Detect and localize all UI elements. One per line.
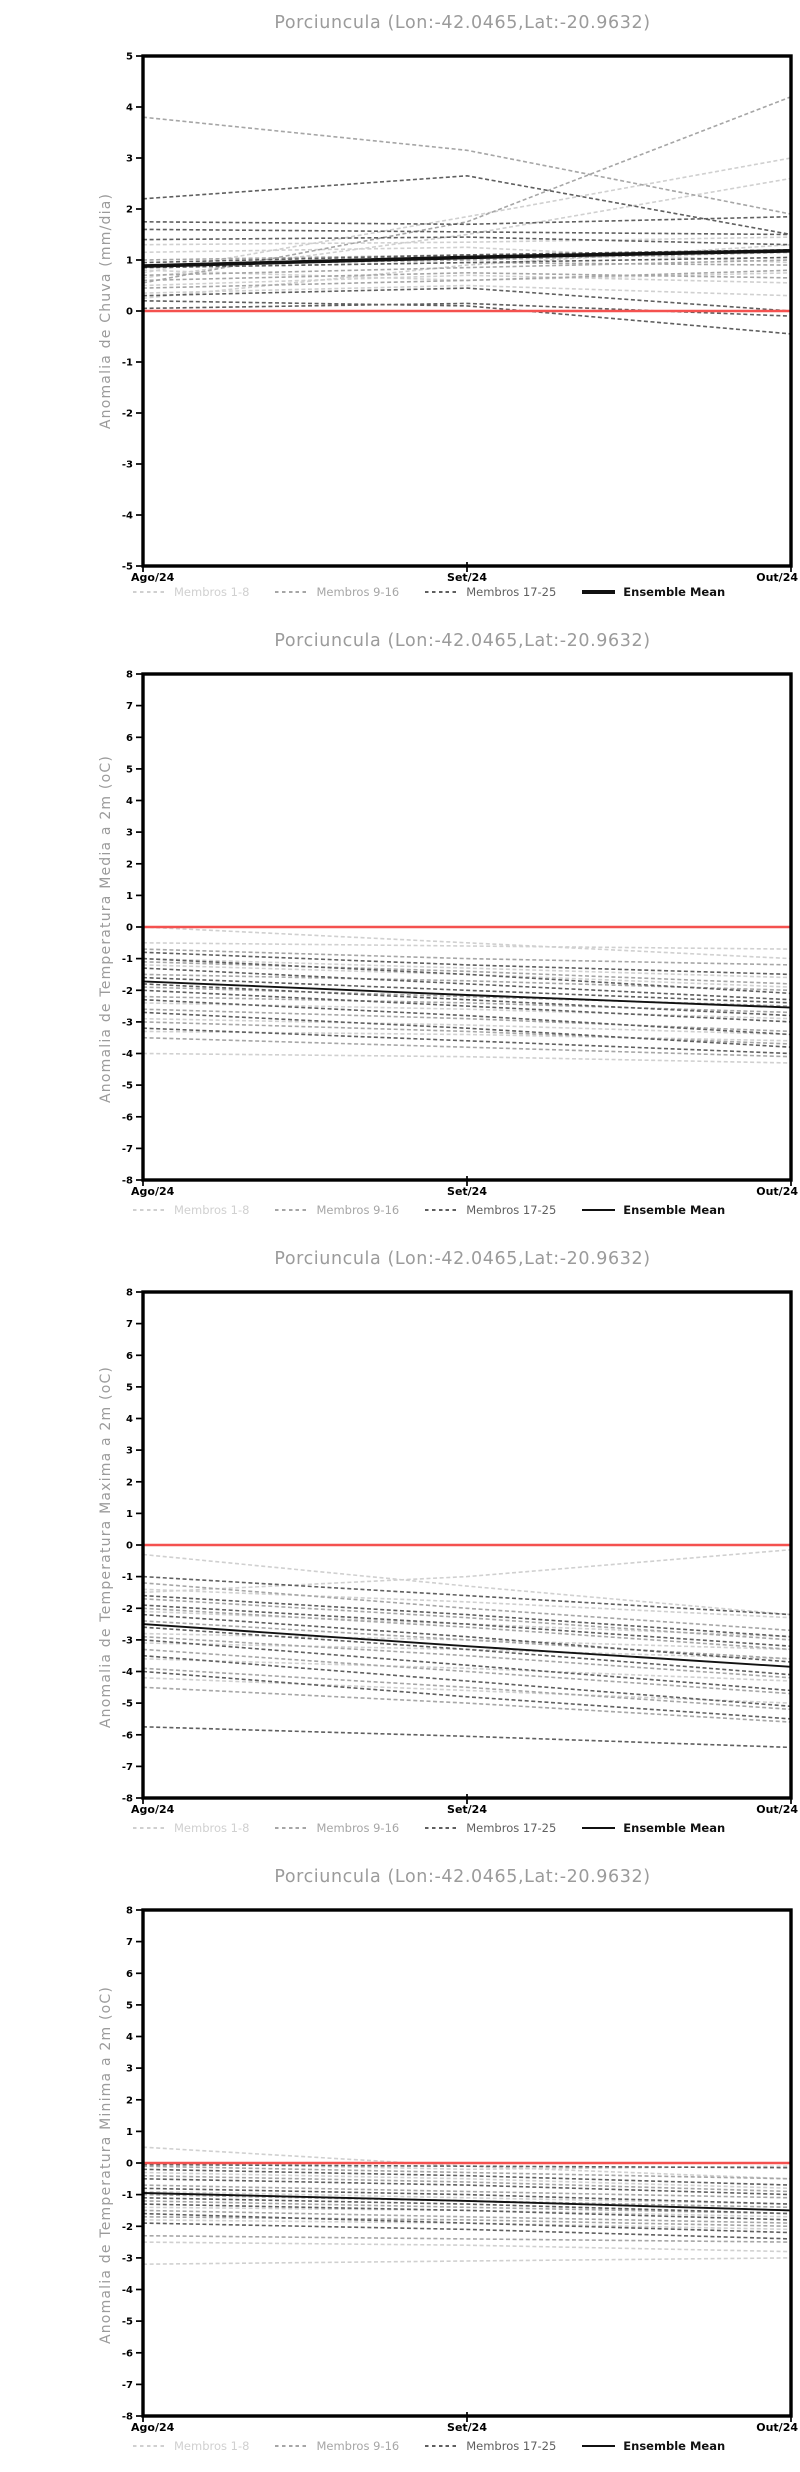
member-line xyxy=(143,1615,791,1662)
plot-area xyxy=(0,0,800,618)
y-tick-label: 3 xyxy=(126,827,133,839)
y-axis-label: Anomalia de Temperatura Media a 2m (oC) xyxy=(98,755,114,1103)
legend-item-ensemble-mean xyxy=(582,1203,725,1217)
y-tick-label: -6 xyxy=(121,1730,133,1742)
legend-item-membros-1-8 xyxy=(133,585,249,599)
y-tick-label: 2 xyxy=(126,204,133,216)
legend-label: Membros 9-16 xyxy=(316,1203,400,1217)
member-line xyxy=(143,1054,791,1064)
member-line xyxy=(143,1640,791,1691)
dashed-line-icon xyxy=(425,1209,458,1211)
legend-item-membros-17-25 xyxy=(425,2439,556,2453)
chart-panel-temp-minima xyxy=(0,1854,800,2472)
chart-panel-temp-media xyxy=(0,618,800,1236)
member-line xyxy=(143,237,791,245)
x-tick-label-set: Set/24 xyxy=(447,571,487,584)
y-tick-label: -7 xyxy=(121,1143,133,1155)
member-line xyxy=(143,288,791,311)
member-line xyxy=(143,2223,791,2239)
y-tick-label: -5 xyxy=(121,1080,133,1092)
y-tick-label: 1 xyxy=(126,1508,133,1520)
y-tick-label: -4 xyxy=(121,2285,133,2296)
y-tick-label: 1 xyxy=(126,255,133,267)
member-line xyxy=(143,943,791,949)
y-tick-label: 8 xyxy=(126,1905,133,1917)
y-tick-label: 0 xyxy=(126,306,133,318)
y-tick-label: -2 xyxy=(121,1603,133,1615)
y-tick-label: 4 xyxy=(126,796,133,807)
y-tick-label: -4 xyxy=(121,1049,133,1060)
y-tick-label: -1 xyxy=(121,357,133,369)
x-tick-label-ago: Ago/24 xyxy=(131,2421,175,2434)
y-tick-label: -1 xyxy=(121,1572,133,1584)
legend-label: Membros 1-8 xyxy=(174,2439,250,2453)
y-tick-label: 7 xyxy=(126,1319,133,1331)
chart-title: Porciuncula (Lon:-42.0465,Lat:-20.9632) xyxy=(274,13,651,33)
legend-item-ensemble-mean xyxy=(582,2439,725,2453)
legend xyxy=(133,2439,800,2453)
legend-label: Membros 17-25 xyxy=(466,2439,557,2453)
y-tick-label: 0 xyxy=(126,1540,133,1552)
x-tick-label-out: Out/24 xyxy=(756,1803,798,1816)
x-tick-label-set: Set/24 xyxy=(447,1185,487,1198)
y-tick-label: 2 xyxy=(126,859,133,871)
legend-item-membros-17-25 xyxy=(425,1203,556,1217)
y-tick-label: -5 xyxy=(121,1698,133,1710)
y-tick-label: -7 xyxy=(121,1761,133,1773)
y-tick-label: 0 xyxy=(126,2158,133,2170)
y-tick-label: -2 xyxy=(121,2221,133,2233)
legend-label: Membros 17-25 xyxy=(466,1821,557,1835)
y-tick-label: -1 xyxy=(121,954,133,966)
plot-area xyxy=(0,1236,800,1854)
member-line xyxy=(143,2258,791,2264)
y-tick-label: 5 xyxy=(126,2000,133,2012)
y-axis-label: Anomalia de Temperatura Minima a 2m (oC) xyxy=(98,1985,114,2345)
plot-area xyxy=(0,1854,800,2472)
y-tick-label: -8 xyxy=(121,1175,133,1187)
legend-label: Membros 17-25 xyxy=(466,1203,557,1217)
y-tick-label: 5 xyxy=(126,764,133,776)
legend-item-membros-1-8 xyxy=(133,2439,249,2453)
ensemble-mean-line xyxy=(143,1624,791,1667)
y-tick-label: 0 xyxy=(126,922,133,934)
y-tick-label: -3 xyxy=(121,2253,133,2265)
dashed-line-icon xyxy=(425,1827,458,1829)
legend xyxy=(133,1821,800,1835)
member-line xyxy=(143,286,791,296)
legend-label: Membros 1-8 xyxy=(174,1203,250,1217)
y-tick-label: 1 xyxy=(126,2126,133,2138)
y-tick-label: 8 xyxy=(126,1287,133,1299)
legend-item-membros-17-25 xyxy=(425,1821,556,1835)
x-tick-label-out: Out/24 xyxy=(756,2421,798,2434)
y-tick-label: 7 xyxy=(126,1937,133,1949)
chart-title: Porciuncula (Lon:-42.0465,Lat:-20.9632) xyxy=(274,631,651,651)
x-tick-label-ago: Ago/24 xyxy=(131,571,175,584)
y-tick-label: 4 xyxy=(126,1414,133,1425)
y-tick-label: -2 xyxy=(121,985,133,997)
solid-line-icon xyxy=(582,1827,615,1829)
y-tick-label: 2 xyxy=(126,2095,133,2107)
legend-label: Ensemble Mean xyxy=(623,1203,726,1217)
y-tick-label: 5 xyxy=(126,51,133,63)
y-tick-label: 3 xyxy=(126,1445,133,1457)
legend-label: Membros 1-8 xyxy=(174,585,250,599)
y-axis-label: Anomalia de Chuva (mm/dia) xyxy=(98,192,114,430)
y-tick-label: 6 xyxy=(126,1968,133,1980)
chart-title: Porciuncula (Lon:-42.0465,Lat:-20.9632) xyxy=(274,1249,651,1269)
y-tick-label: -4 xyxy=(121,510,133,522)
y-tick-label: 8 xyxy=(126,669,133,681)
legend-label: Membros 1-8 xyxy=(174,1821,250,1835)
dashed-line-icon xyxy=(133,591,166,593)
member-line xyxy=(143,1727,791,1748)
member-line xyxy=(143,1555,791,1615)
y-tick-label: 6 xyxy=(126,732,133,744)
legend xyxy=(133,585,800,599)
y-tick-label: -6 xyxy=(121,1112,133,1124)
member-line xyxy=(143,117,791,214)
member-line xyxy=(143,1687,791,1722)
y-tick-label: 3 xyxy=(126,153,133,165)
member-line xyxy=(143,1599,791,1640)
dashed-line-icon xyxy=(425,2445,458,2447)
plot-area xyxy=(0,618,800,1236)
dashed-line-icon xyxy=(275,1209,308,1211)
member-line xyxy=(143,1589,791,1617)
legend-label: Membros 9-16 xyxy=(316,585,400,599)
dashed-line-icon xyxy=(133,1209,166,1211)
legend-item-membros-9-16 xyxy=(275,585,399,599)
legend-item-membros-1-8 xyxy=(133,1821,249,1835)
dashed-line-icon xyxy=(133,1827,166,1829)
y-tick-label: -5 xyxy=(121,561,133,573)
member-line xyxy=(143,2192,791,2205)
y-tick-label: -3 xyxy=(121,459,133,471)
x-tick-label-set: Set/24 xyxy=(447,2421,487,2434)
legend xyxy=(133,1203,800,1217)
member-line xyxy=(143,1031,791,1040)
x-tick-label-out: Out/24 xyxy=(756,571,798,584)
dashed-line-icon xyxy=(275,591,308,593)
y-tick-label: 3 xyxy=(126,2063,133,2075)
member-line xyxy=(143,2165,791,2168)
dashed-line-icon xyxy=(275,1827,308,1829)
y-tick-label: -8 xyxy=(121,1793,133,1805)
chart-panel-temp-maxima xyxy=(0,1236,800,1854)
legend-item-membros-9-16 xyxy=(275,1821,399,1835)
y-tick-label: -2 xyxy=(121,408,133,420)
member-line xyxy=(143,2242,791,2252)
legend-item-membros-9-16 xyxy=(275,2439,399,2453)
y-tick-label: 5 xyxy=(126,1382,133,1394)
y-tick-label: -3 xyxy=(121,1635,133,1647)
legend-item-membros-1-8 xyxy=(133,1203,249,1217)
legend-item-membros-9-16 xyxy=(275,1203,399,1217)
legend-label: Ensemble Mean xyxy=(623,1821,726,1835)
legend-item-membros-17-25 xyxy=(425,585,556,599)
legend-label: Membros 9-16 xyxy=(316,2439,400,2453)
dashed-line-icon xyxy=(133,2445,166,2447)
dashed-line-icon xyxy=(275,2445,308,2447)
x-tick-label-ago: Ago/24 xyxy=(131,1803,175,1816)
dashed-line-icon xyxy=(425,591,458,593)
y-tick-label: -8 xyxy=(121,2411,133,2423)
legend-label: Membros 17-25 xyxy=(466,585,557,599)
member-line xyxy=(143,217,791,225)
member-line xyxy=(143,1659,791,1681)
legend-label: Ensemble Mean xyxy=(623,585,726,599)
y-tick-label: 2 xyxy=(126,1477,133,1489)
member-line xyxy=(143,1672,791,1719)
y-tick-label: 4 xyxy=(126,102,133,114)
y-tick-label: -6 xyxy=(121,2348,133,2360)
legend-item-ensemble-mean xyxy=(582,1821,725,1835)
member-line xyxy=(143,1583,791,1631)
member-line xyxy=(143,949,791,965)
x-tick-label-set: Set/24 xyxy=(447,1803,487,1816)
y-tick-label: -5 xyxy=(121,2316,133,2328)
chart-title: Porciuncula (Lon:-42.0465,Lat:-20.9632) xyxy=(274,1867,651,1887)
legend-item-ensemble-mean xyxy=(582,585,725,599)
member-line xyxy=(143,2166,791,2179)
x-tick-label-out: Out/24 xyxy=(756,1185,798,1198)
member-line xyxy=(143,959,791,994)
x-tick-label-ago: Ago/24 xyxy=(131,1185,175,1198)
legend-label: Membros 9-16 xyxy=(316,1821,400,1835)
y-axis-label: Anomalia de Temperatura Maxima a 2m (oC) xyxy=(98,1365,114,1729)
solid-line-icon xyxy=(582,1209,615,1211)
y-tick-label: 4 xyxy=(126,2032,133,2043)
y-tick-label: 7 xyxy=(126,701,133,713)
y-tick-label: -3 xyxy=(121,1017,133,1029)
y-tick-label: 1 xyxy=(126,890,133,902)
y-tick-label: -1 xyxy=(121,2190,133,2202)
member-line xyxy=(143,301,791,334)
solid-line-icon xyxy=(582,590,615,594)
y-tick-label: -4 xyxy=(121,1667,133,1678)
member-line xyxy=(143,927,791,959)
chart-panel-chuva xyxy=(0,0,800,618)
y-tick-label: 6 xyxy=(126,1350,133,1362)
solid-line-icon xyxy=(582,2445,615,2447)
legend-label: Ensemble Mean xyxy=(623,2439,726,2453)
member-line xyxy=(143,176,791,235)
y-tick-label: -7 xyxy=(121,2379,133,2391)
